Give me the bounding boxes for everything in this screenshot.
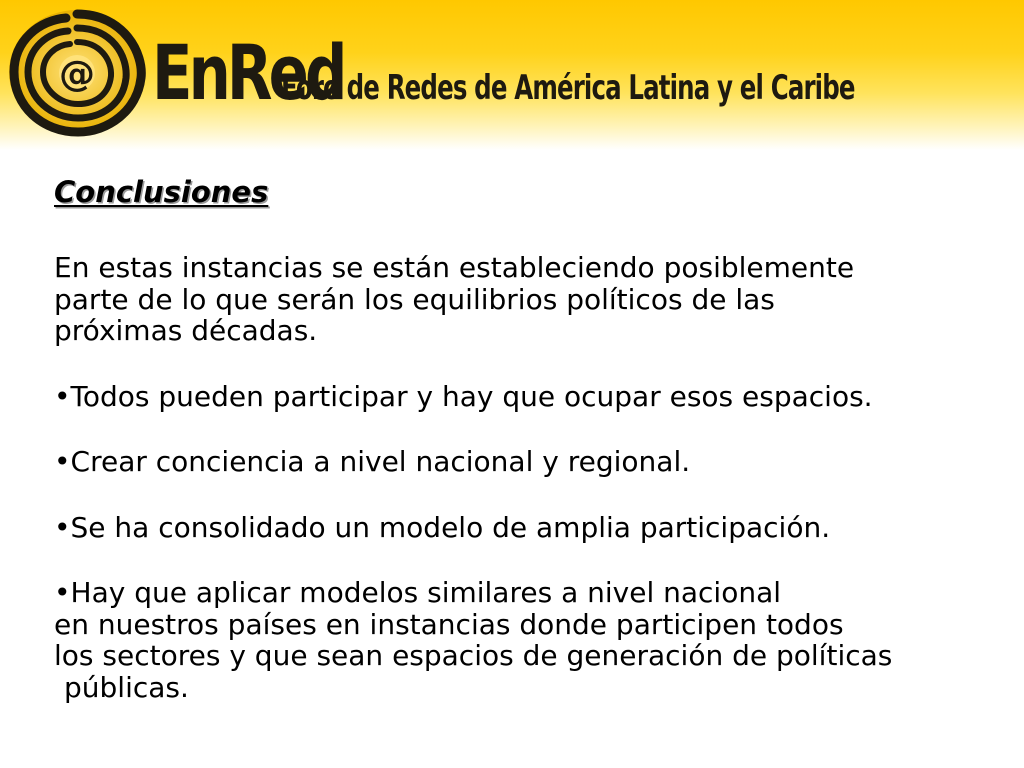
at-sign-spiral-icon bbox=[4, 6, 150, 138]
bullet-item bbox=[54, 577, 1014, 703]
bullet-line: en nuestros países en instancias donde participen todos bbox=[54, 607, 844, 641]
bullet-item bbox=[54, 381, 1014, 413]
bullet-line: •Todos pueden participar y hay que ocupar esos espacios. bbox=[54, 379, 873, 413]
svg-text:@: @ bbox=[59, 54, 95, 95]
bullet-line: •Hay que aplicar modelos similares a nivel nacional bbox=[54, 576, 782, 609]
brand-name: EnRed bbox=[152, 28, 344, 117]
bullet-item bbox=[54, 512, 1014, 544]
intro-line: parte de lo que serán los equilibrios políticos de las bbox=[54, 282, 775, 316]
slide-body bbox=[54, 168, 1014, 703]
bullet-line: los sectores y que sean espacios de generación de políticas bbox=[54, 639, 893, 672]
bullet-line: •Se ha consolidado un modelo de amplia participación. bbox=[54, 510, 831, 544]
intro-line: próximas décadas. bbox=[54, 314, 318, 347]
bullet-line: •Crear conciencia a nivel nacional y regional. bbox=[54, 445, 691, 478]
intro-paragraph bbox=[54, 252, 1014, 347]
brand-lockup bbox=[152, 28, 1024, 117]
slide-title: Conclusiones bbox=[54, 175, 269, 209]
header-banner bbox=[0, 0, 1024, 150]
intro-line: En estas instancias se están estableciendo posiblemente bbox=[54, 251, 855, 284]
bullet-item bbox=[54, 446, 1014, 478]
brand-subtitle: Foro de Redes de América Latina y el Caribe bbox=[281, 68, 855, 108]
bullet-line: públicas. bbox=[64, 670, 189, 704]
